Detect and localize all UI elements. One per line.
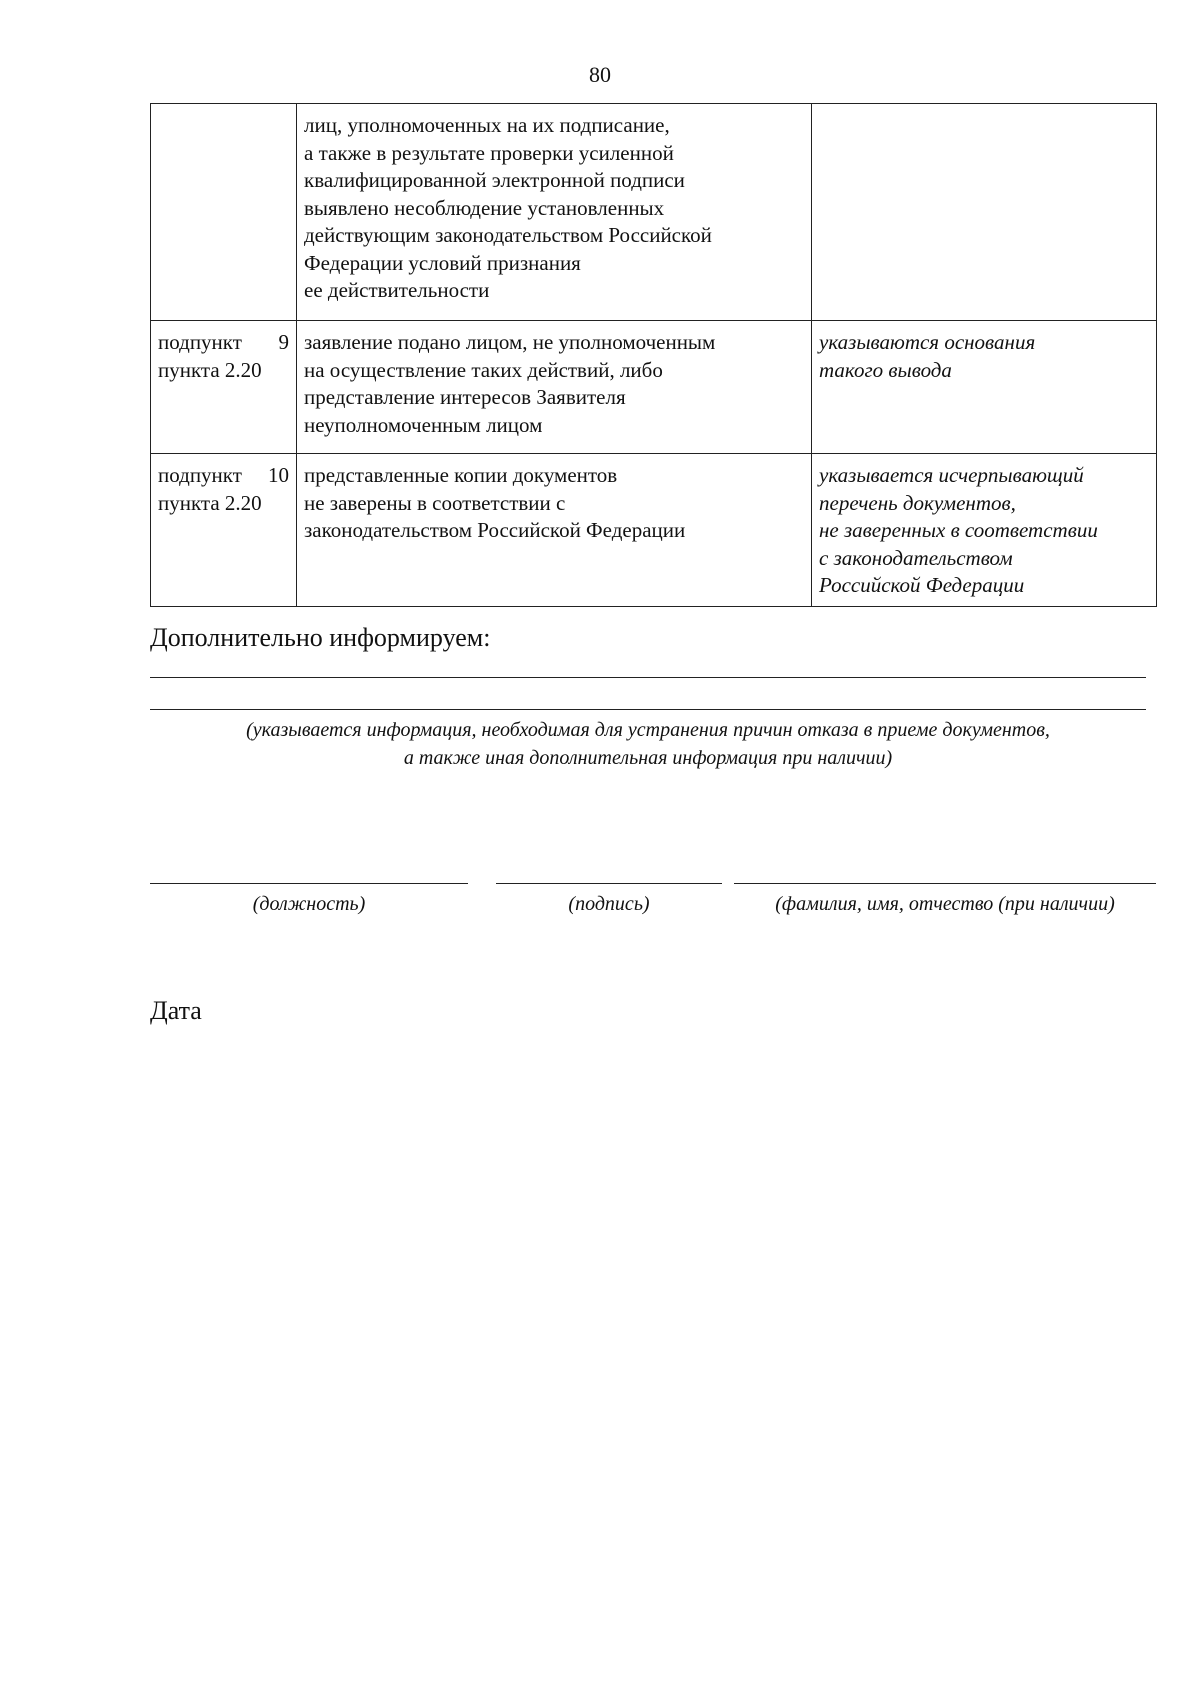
date-label: Дата (150, 996, 202, 1025)
reason-cell (297, 454, 812, 607)
ref-word: подпункт (158, 330, 242, 354)
ref-cell (151, 104, 297, 321)
explanation-line: указываются основания (819, 330, 1036, 354)
reason-line: ее действительности (304, 278, 490, 302)
explanation-cell (812, 104, 1157, 321)
table-row (151, 454, 1157, 607)
ref-word: подпункт (158, 463, 242, 487)
page-number: 80 (589, 62, 611, 87)
position-caption: (должность) (252, 893, 366, 915)
reason-line: квалифицированной электронной подписи (304, 168, 685, 192)
explanation-line: не заверенных в соответствии (819, 518, 1098, 542)
explanation-cell (812, 454, 1157, 607)
name-line (734, 883, 1156, 884)
explanation-line: с законодательством (819, 545, 1013, 570)
signature-caption: (подпись) (568, 893, 650, 915)
table-row (151, 321, 1157, 454)
ref-line: пункта 2.20 (158, 490, 262, 515)
reason-line: Федерации условий признания (304, 250, 581, 275)
ref-line (158, 329, 289, 357)
reason-line: действующим законодательством Российской (304, 223, 712, 247)
ref-cell (151, 321, 297, 454)
position-line (150, 883, 468, 884)
reason-line: выявлено несоблюдение установленных (304, 195, 665, 220)
explanation-line: такого вывода (819, 357, 952, 382)
ref-number: 10 (268, 463, 289, 487)
ref-line (158, 462, 289, 490)
additional-info-hint: (указывается информация, необходимая для устранения причин отказа в приеме документов, (246, 719, 1050, 741)
reason-line: представленные копии документов (304, 463, 618, 487)
ref-cell (151, 454, 297, 607)
reason-line: не заверены в соответствии с (304, 490, 566, 515)
fill-in-line (150, 677, 1146, 678)
signature-line (496, 883, 722, 884)
reason-cell (297, 321, 812, 454)
reason-cell (297, 104, 812, 321)
reason-line: а также в результате проверки усиленной (304, 140, 674, 165)
name-caption: (фамилия, имя, отчество (при наличии) (775, 893, 1115, 915)
reason-line: на осуществление таких действий, либо (304, 357, 663, 382)
additional-info-hint: а также иная дополнительная информация при наличии) (403, 747, 893, 769)
explanation-cell (812, 321, 1157, 454)
explanation-line: указывается исчерпывающий (819, 463, 1084, 487)
explanation-line: перечень документов, (819, 490, 1016, 515)
ref-number: 9 (278, 330, 289, 354)
refusal-grounds-table (150, 103, 1157, 607)
table-row (151, 104, 1157, 321)
ref-line: пункта 2.20 (158, 357, 262, 382)
reason-line: лиц, уполномоченных на их подписание, (304, 113, 670, 137)
additional-info-heading: Дополнительно информируем: (150, 623, 491, 652)
fill-in-line (150, 709, 1146, 710)
reason-line: неуполномоченным лицом (304, 412, 543, 437)
explanation-line: Российской Федерации (819, 573, 1025, 597)
reason-line: законодательством Российской Федерации (304, 518, 686, 542)
reason-line: представление интересов Заявителя (304, 385, 626, 409)
reason-line: заявление подано лицом, не уполномоченным (304, 330, 716, 354)
